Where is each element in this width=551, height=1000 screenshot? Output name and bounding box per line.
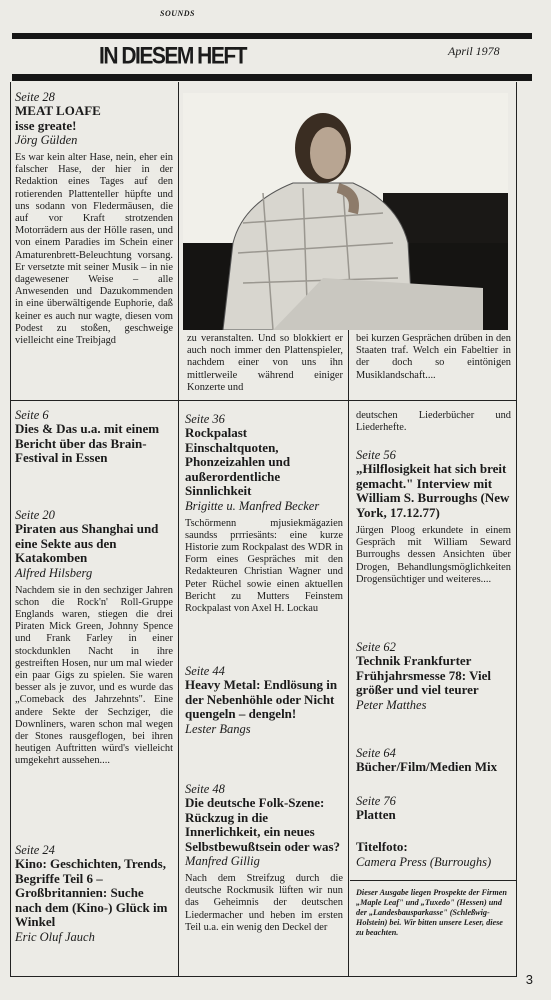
article-title: Dies & Das u.a. mit einem Bericht über das Brain-Festival in Essen xyxy=(15,421,160,465)
article-seite-62 xyxy=(356,640,511,712)
article-page: Seite 56 xyxy=(356,448,396,462)
article-title: Kino: Geschichten, Trends, Begriffe Teil 6 – Großbritannien: Suche nach dem (Kino-) Glück im Winkel xyxy=(15,856,168,929)
note-divider xyxy=(350,880,516,881)
article-title: Piraten aus Shanghai und eine Sekte aus den Katakomben xyxy=(15,521,159,565)
article-author: Lester Bangs xyxy=(185,721,251,736)
article-body: Jürgen Ploog erkundete in einem Gespräch mit William Seward Burroughs dessen Ansichten über Drogen, Behandlungsmöglichkeiten Drogensüchtiger und weiteres.... xyxy=(356,525,511,585)
article-page: Seite 6 xyxy=(15,408,49,422)
article-seite-6 xyxy=(15,408,173,466)
article-author: Alfred Hilsberg xyxy=(15,565,93,580)
article-page: Seite 36 xyxy=(185,412,225,426)
article-title: Bücher/Film/Medien Mix xyxy=(356,759,498,774)
feature-title: MEAT LOAFE xyxy=(15,103,101,118)
bottom-rule xyxy=(10,976,517,977)
insert-note: Dieser Ausgabe liegen Prospekte der Firmen „Maple Leaf" und „Tuxedo" (Hessen) und der „Landesbausparkasse" (Schleßwig-Holstein) bei. Wir bitten unsere Leser, diese zu beachten. xyxy=(356,888,507,937)
article-author: Peter Matthes xyxy=(356,697,427,712)
article-seite-76 xyxy=(356,794,511,823)
article-author: Brigitte u. Manfred Becker xyxy=(185,498,320,513)
article-body: Nach dem Streifzug durch die deutsche Rockmusik lüften wir nun das Geheimnis der deutschen Liedermacher und heben im ersten Teil u.a. ein wenig den Deckel der xyxy=(185,873,343,933)
article-seite-48 xyxy=(185,782,343,934)
article-seite-36 xyxy=(185,412,343,615)
article-page: Seite 20 xyxy=(15,508,55,522)
header-rule xyxy=(12,74,532,81)
page-number: 3 xyxy=(525,972,533,987)
article-page: Seite 64 xyxy=(356,746,396,760)
feature-author: Jörg Gülden xyxy=(15,133,78,147)
feature-body-col2: zu veranstalten. Und so blokkiert er auch noch immer den Plattenspieler, nachdem einer von uns ihn mittlerweile während einiger Konzerte und xyxy=(187,333,343,393)
article-title: Platten xyxy=(356,807,396,822)
article-seite-20 xyxy=(15,508,173,768)
article-body: Nachdem sie in den sechziger Jahren schon die Rock'n' Roll-Gruppe Englands waren, stiegen die drei Piraten Mick Green, Johnny Spence und Frank Farley in einer stockdunklen Nacht in ihre gestreiften Hosen, nur um mal wieder ein paar Gigs zu spielen. Sie waren besser als je zuvor, und es wurde das „Comeback des Jahrzehnts". Eine andere Sekte der Sechziger, die Downliners, waren schon mal wegen der Stones rausgeflogen, bei ihren heutigen Auftritten würd's vielleicht umgekehrt aussehen.... xyxy=(15,584,173,767)
feature-body: Es war kein alter Hase, nein, eher ein falscher Hase, der hier in der Redaktion eines Tages auf den rotierenden Plattenteller hüpfte und uns sodann von Fledermäusen, die auf vor Kraft strotzenden Motorrädern aus der Hölle rasen, und von einem Paradies im Schein einer Amaturenbrett-Beleuchtung vorsang. Er versetzte mit seiner Musik – in nie dagewesener Weise – alle Anwesenden und Dazukommenden in eine überwältigende Euphorie, daß keiner es auch nur wagte, diesen vom Podest zu stoßen, geschweige vielleicht eine Treibjagd xyxy=(15,152,173,347)
column-divider-2 xyxy=(348,330,349,977)
article-author: Manfred Gillig xyxy=(185,854,260,868)
article-page: Seite 62 xyxy=(356,640,396,654)
article-seite-64 xyxy=(356,746,511,775)
article-page: Seite 76 xyxy=(356,794,396,808)
feature-article xyxy=(15,90,173,347)
folk-continuation: deutschen Liederbücher und Liederhefte. xyxy=(356,410,511,434)
article-page: Seite 24 xyxy=(15,843,55,857)
article-title: Rockpalast Einschaltquoten, Phonzeizahlen und außerordentliche Sinnlichkeit xyxy=(185,425,291,498)
article-seite-44 xyxy=(185,664,343,736)
frame-left xyxy=(10,82,11,977)
frame-right xyxy=(516,82,517,977)
feature-page: Seite 28 xyxy=(15,90,55,104)
cover-title: Titelfoto: xyxy=(356,839,408,854)
article-page: Seite 44 xyxy=(185,664,225,678)
meat-loaf-photo xyxy=(183,93,508,330)
magazine-name: SOUNDS xyxy=(160,9,196,18)
issue-date: April 1978 xyxy=(448,44,500,58)
article-author: Eric Oluf Jauch xyxy=(15,929,95,944)
cover-credit: Camera Press (Burroughs) xyxy=(356,854,492,869)
article-title: „Hilflosigkeit hat sich breit gemacht." Interview mit William S. Burroughs (New York, 17.12.77) xyxy=(356,461,510,520)
feature-divider xyxy=(10,400,517,401)
article-page: Seite 48 xyxy=(185,782,225,796)
cover-photo-credit xyxy=(356,840,511,869)
feature-subtitle: isse greate! xyxy=(15,117,77,133)
article-title: Technik Frankfurter Frühjahrsmesse 78: Viel größer und viel teurer xyxy=(356,653,492,697)
article-seite-24 xyxy=(15,843,173,944)
feature-body-col3: bei kurzen Gesprächen drüben in den Staaten traf. Welch ein Fabeltier in der doch so eintönigen Musiklandschaft.... xyxy=(356,333,511,381)
top-rule xyxy=(12,33,532,39)
article-title: Heavy Metal: Endlösung in der Nebenhöhle oder Nicht quengeln – dengeln! xyxy=(185,677,338,721)
article-body: Tschörmenn mjusiekmägazien saundss prrriesänts: eine kurze Historie zum Rockpalast des WDR in Form eines Gespräches mit den Redakteuren Christian Wagner und Peter Rüchel sowie einen aktuellen Bericht zu Mutters Feinstem Rockpalast von Axel H. Lockau xyxy=(185,517,343,614)
column-divider-1 xyxy=(178,82,179,977)
article-seite-56 xyxy=(356,448,511,586)
page-title: IN DIESEM HEFT xyxy=(99,42,247,70)
article-title: Die deutsche Folk-Szene: Rückzug in die Innerlichkeit, ein neues Selbstbewußtsein oder was? xyxy=(185,795,341,854)
